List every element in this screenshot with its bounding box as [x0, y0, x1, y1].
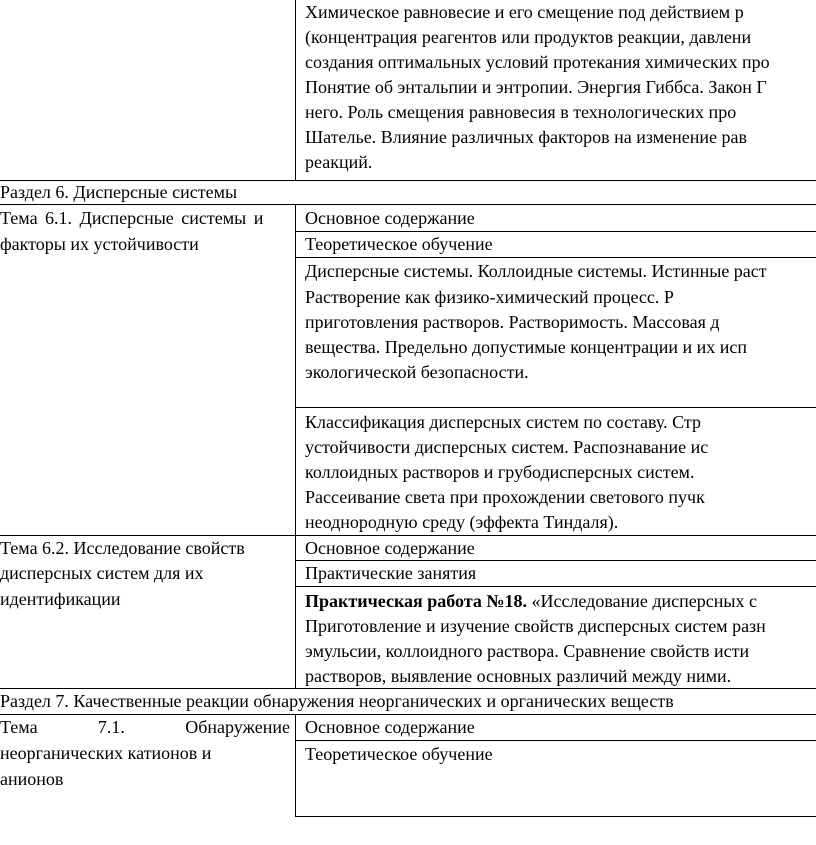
- text-line: (концентрация реагентов или продуктов реакции, давлени: [305, 27, 752, 47]
- text-line: Рассеивание света при прохождении светового пучк: [305, 487, 705, 507]
- row-divider: [295, 586, 816, 587]
- practice-work-number: Практическая работа №18.: [305, 591, 527, 611]
- text-line: Классификация дисперсных систем по составу. Стр: [305, 412, 701, 432]
- topic-title: неорганических катионов и: [0, 743, 212, 763]
- text-line: приготовления растворов. Растворимость. Массовая д: [305, 312, 720, 332]
- row-divider: [0, 204, 816, 205]
- topic-title: Тема 6.1. Дисперсные системы и: [0, 208, 264, 228]
- column-divider: [295, 0, 296, 180]
- theory-label: Теоретическое обучение: [305, 234, 493, 254]
- row-divider: [295, 257, 816, 258]
- topic-word: Тема: [0, 717, 38, 737]
- theory-label: Теоретическое обучение: [305, 744, 493, 764]
- section-title: Раздел 7. Качественные реакции обнаружения неорганических и органических веществ: [0, 691, 674, 711]
- text-line: Дисперсные системы. Коллоидные системы. Истинные раст: [305, 261, 767, 281]
- text-line: Приготовление и изучение свойств дисперсных систем разн: [305, 616, 766, 636]
- text-line: Понятие об энтальпии и энтропии. Энергия Гиббса. Закон Г: [305, 77, 767, 97]
- practice-label: Практические занятия: [305, 563, 477, 583]
- practice-work-title: «Исследование дисперсных с: [526, 591, 757, 611]
- text-line: вещества. Предельно допустимые концентрации и их исп: [305, 337, 747, 357]
- text-line: Шателье. Влияние различных факторов на изменение рав: [305, 127, 748, 147]
- column-divider: [295, 204, 296, 535]
- practice-heading: [305, 589, 757, 613]
- column-divider: [295, 714, 296, 816]
- text-line: эмульсии, коллоидного раствора. Сравнение свойств исти: [305, 641, 750, 661]
- text-line: реакций.: [305, 152, 373, 172]
- topic-title: идентификации: [0, 589, 121, 609]
- text-line: растворов, выявление основных различий между ними.: [305, 666, 732, 686]
- topic-word: Обнаружение: [185, 717, 290, 737]
- text-line: создания оптимальных условий протекания химических про: [305, 52, 770, 72]
- section-title: Раздел 6. Дисперсные системы: [0, 182, 238, 202]
- content-label: Основное содержание: [305, 717, 475, 737]
- topic-title: Тема 6.2. Исследование свойств: [0, 538, 245, 558]
- text-line: экологической безопасности.: [305, 362, 529, 382]
- row-divider: [295, 740, 816, 741]
- text-line: него. Роль смещения равновесия в технологических про: [305, 102, 737, 122]
- content-label: Основное содержание: [305, 538, 475, 558]
- text-line: неоднородную среду (эффекта Тиндаля).: [305, 512, 619, 532]
- topic-title: факторы их устойчивости: [0, 234, 199, 254]
- row-divider: [295, 407, 816, 408]
- text-line: Растворение как физико-химический процесс. Р: [305, 287, 674, 307]
- text-line: Химическое равновесие и его смещение под действием р: [305, 2, 744, 22]
- topic-title: дисперсных систем для их: [0, 563, 204, 583]
- topic-title: анионов: [0, 769, 64, 789]
- text-line: устойчивости дисперсных систем. Распознавание ис: [305, 437, 709, 457]
- topic-title: [0, 715, 290, 739]
- row-divider: [295, 816, 816, 817]
- topic-number: 7.1.: [97, 717, 125, 737]
- text-line: коллоидных растворов и грубодисперсных систем.: [305, 462, 695, 482]
- column-divider: [295, 535, 296, 688]
- content-label: Основное содержание: [305, 208, 475, 228]
